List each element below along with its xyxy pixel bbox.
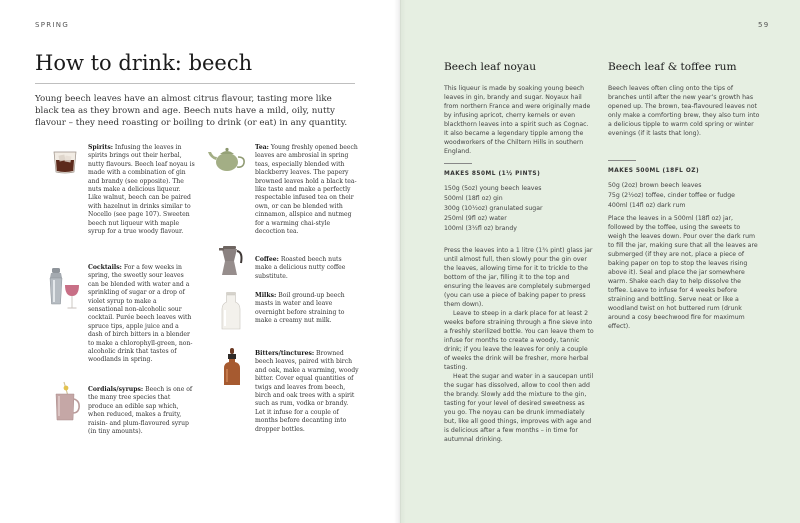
right-page — [400, 0, 800, 523]
ingredient: 400ml (14fl oz) dark rum — [608, 202, 686, 209]
cordial-jar-icon — [52, 380, 82, 424]
recipe-1-intro: This liqueur is made by soaking young beech leaves in gin, brandy and sugar. Noyaux hail from northern France and were originally made by infusing apricot, cherry kernels or even blackthorn leaves into a spirit such as Cognac. It also became a legendary tipple among the woodworkers of the Chiltern Hills in southern England. — [444, 85, 591, 155]
recipe-2-ingredients — [608, 181, 735, 211]
cocktail-shaker-icon — [48, 266, 82, 314]
method-step: Leave to steep in a dark place for at least 2 weeks before straining through a fine sieve into a freshly sterilized bottle. You can leave them to infuse for months to create a woody, tannic drink; if you leave the leaves for only a couple of weeks the drink will be fresher, more herbal tasting. — [444, 310, 594, 371]
drink-item-tea: Tea: Young freshly opened beech leaves are ambrosial in spring teas, especially blended with blackberry leaves. The papery browned leaves hold a black tea-like taste and make a perfectly respectable infused tea on their own, or can be blended with cinnamon, allspice and nutmeg for a warming chai-style decoction tea. — [255, 144, 358, 236]
method-step: Place the leaves in a 500ml (18fl oz) jar, followed by the toffee, using the sweets to weigh the leaves down. Pour over the dark rum to fill the jar, making sure that all the leaves are submerged (if they are not, place a piece of baking paper on top to stop the leaves rising above it). Seal and place the jar somewhere warm. Shake each day to help dissolve the toffee. Leave to infuse for 4 weeks before straining and bottling. Serve neat or like a woodland twist on hot buttered rum (drunk around a cosy beechwood fire for maximum effect). — [608, 215, 758, 330]
recipe-2-divider — [608, 160, 636, 161]
page-title: How to drink: beech — [35, 51, 253, 75]
recipe-1-divider — [444, 163, 472, 164]
drink-item-bitters: Bitters/tinctures: Browned beech leaves, paired with birch and oak, make a warming, woody bitter. Cover equal quantities of twigs and leaves from beech, birch and oak trees with a spirit such as rum, vodka or brandy. Let it infuse for a couple of months before decanting into dropper bottles. — [255, 350, 359, 433]
ingredient: 500ml (18fl oz) gin — [444, 195, 503, 202]
method-step: Heat the sugar and water in a saucepan until the sugar has dissolved, allow to cool then add the brandy. Slowly add the mixture to the gin, tasting for your level of desired sweetness as you go. The noyau can be drunk immediately but, like all good things, improves with age and is delicious after a few months – in time for autumnal drinking. — [444, 373, 594, 443]
drink-item-milks: Milks: Boil ground-up beech masts in water and leave overnight before straining to make a creamy nut milk. — [255, 292, 345, 325]
ingredient: 100ml (3½fl oz) brandy — [444, 225, 517, 232]
drink-item-coffee: Coffee: Roasted beech nuts make a delicious nutty coffee substitute. — [255, 256, 346, 280]
recipe-1-method — [444, 246, 594, 444]
ingredient: 75g (2½oz) toffee, cinder toffee or fudge — [608, 192, 735, 199]
recipe-1-title: Beech leaf noyau — [444, 61, 537, 73]
recipe-2-title: Beech leaf & toffee rum — [608, 61, 737, 73]
method-step: Press the leaves into a 1 litre (1¾ pint) glass jar until almost full, then slowly pour the gin over the leaves, allowing time for it to trickle to the bottom of the jar, filling it to the top and ensuring the leaves are completely submerged (you can use a piece of baking paper to press them down). — [444, 247, 593, 308]
recipe-2-yield: MAKES 500ML (18FL OZ) — [608, 168, 700, 174]
recipe-1-yield: MAKES 850ML (1½ PINTS) — [444, 171, 541, 177]
drink-item-spirits: Spirits: Infusing the leaves in spirits brings out their herbal, nutty flavours. Beech leaf noyau is made with a combination of gin and brandy (see opposite). The nuts make a delicious liqueur. Like walnut, beech can be paired with hazelnut in drinks similar to Nocello (see page 107). Sweeten beech nut liqueur with maple syrup for a true woody flavour. — [88, 144, 195, 236]
ingredient: 250ml (9fl oz) water — [444, 215, 507, 222]
spirit-glass-icon — [50, 143, 80, 175]
ingredient: 300g (10½oz) granulated sugar — [444, 205, 543, 212]
recipe-2-intro: Beech leaves often cling onto the tips of branches until after the new year’s growth has opened up. The brown, tea-flavoured leaves not only make a comforting brew, they also turn into a delicious tipple to warm cold spring or winter evenings (if it lasts that long). — [608, 85, 760, 137]
recipe-1-ingredients — [444, 184, 543, 234]
title-rule — [35, 83, 355, 84]
drink-item-cordials: Cordials/syrups: Beech is one of the many tree species that produce an edible sap which, when reduced, makes a fruity, raisin- and plum-flavoured syrup (in tiny amounts). — [88, 386, 193, 436]
ingredient: 50g (2oz) brown beech leaves — [608, 182, 702, 189]
dropper-bottle-icon — [220, 346, 244, 388]
page-number: 59 — [758, 21, 770, 29]
intro-paragraph: Young beech leaves have an almost citrus flavour, tasting more like black tea as they brown and age. Beech nuts have a mild, oily, nutty flavour – they need roasting or boiling to drink (or eat) in any quantity. — [35, 94, 348, 128]
recipe-2-method — [608, 214, 760, 331]
moka-pot-icon — [216, 243, 246, 283]
teapot-icon — [207, 144, 247, 174]
running-head: SPRING — [35, 21, 70, 29]
drink-item-cocktails: Cocktails: For a few weeks in spring, the sweetly sour leaves can be blended with water and a sprinkling of sugar or a drop of violet syrup to make a sensational non-alcoholic sour cocktail. Purée beech leaves with spruce tips, apple juice and a dash of birch bitters in a blender to make a chlorophyll-green, non-alcoholic drink that tastes of woodlands in spring. — [88, 264, 193, 364]
book-gutter — [394, 0, 406, 523]
ingredient: 150g (5oz) young beech leaves — [444, 185, 542, 192]
milk-bottle-icon — [218, 290, 244, 332]
